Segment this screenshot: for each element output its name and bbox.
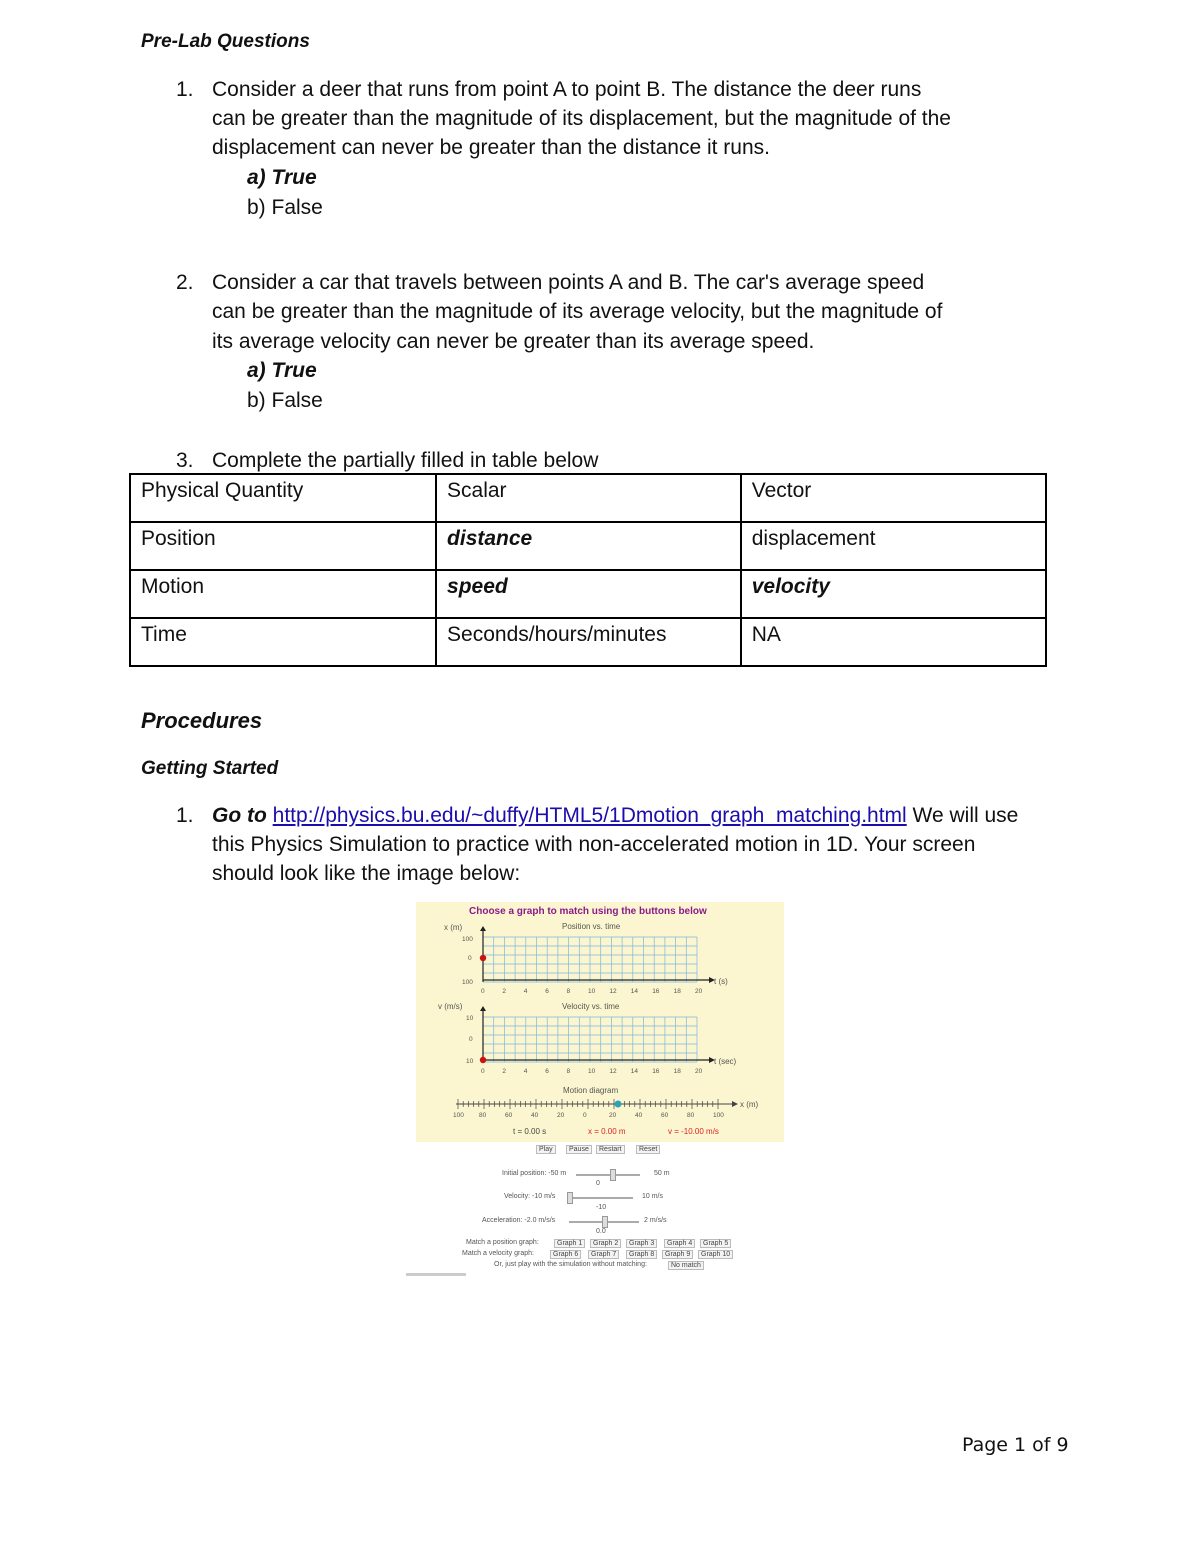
x-tick-label: 20 <box>695 1068 703 1075</box>
step-1-number: 1. <box>176 804 194 827</box>
table-row <box>130 570 1046 618</box>
motion-tick-label: 0 <box>583 1112 587 1119</box>
graph-3-button[interactable]: Graph 3 <box>626 1239 657 1248</box>
table-cell: Position <box>130 522 436 570</box>
slider-velocity-label: Velocity: -10 m/s <box>504 1193 556 1200</box>
x-tick-label: 8 <box>566 1068 571 1075</box>
table-row <box>130 618 1046 666</box>
reset-button[interactable]: Reset <box>636 1145 660 1154</box>
graph-9-button[interactable]: Graph 9 <box>662 1250 693 1259</box>
table-row <box>130 522 1046 570</box>
table-cell: NA <box>741 618 1046 666</box>
slider-acceleration-thumb[interactable] <box>602 1216 608 1228</box>
question-2-option-a: a) True <box>247 359 317 382</box>
slider-velocity-value: -10 <box>596 1204 607 1211</box>
step-1-line-3: should look like the image below: <box>212 862 521 885</box>
graph-5-button[interactable]: Graph 5 <box>700 1239 731 1248</box>
x-tick-label: 0 <box>481 988 485 995</box>
slider-position-thumb[interactable] <box>610 1169 616 1181</box>
no-match-button[interactable]: No match <box>668 1261 704 1270</box>
vel-ytick-bottom: 10 <box>466 1058 474 1065</box>
pos-ylabel: x (m) <box>444 923 463 932</box>
table-cell: displacement <box>741 522 1046 570</box>
vel-ylabel: v (m/s) <box>438 1002 463 1011</box>
question-3-number: 3. <box>176 449 194 472</box>
question-2-number: 2. <box>176 271 194 294</box>
x-tick-label: 6 <box>545 988 549 995</box>
x-tick-label: 10 <box>588 1068 596 1075</box>
y-axis-arrow <box>480 1006 486 1011</box>
motion-tick-label: 20 <box>609 1112 617 1119</box>
question-3-line-1: Complete the partially filled in table below <box>212 449 599 472</box>
page-number: Page 1 of 9 <box>962 1434 1069 1456</box>
procedures-heading: Procedures <box>141 708 263 733</box>
readout-velocity: v = -10.00 m/s <box>668 1127 719 1136</box>
question-1-line-3: displacement can never be greater than the distance it runs. <box>212 136 770 159</box>
vel-ytick-top: 10 <box>466 1015 474 1022</box>
readout-time: t = 0.00 s <box>513 1127 547 1136</box>
graph-8-button[interactable]: Graph 8 <box>626 1250 657 1259</box>
x-tick-label: 20 <box>695 988 703 995</box>
velocity-marker <box>480 1057 486 1063</box>
pos-ytick-bottom: 100 <box>462 979 473 986</box>
slider-acceleration-value: 0.0 <box>596 1228 606 1235</box>
motion-title: Motion diagram <box>563 1086 619 1095</box>
sim-title: Choose a graph to match using the buttons below <box>469 906 707 917</box>
x-tick-label: 2 <box>502 1068 507 1075</box>
x-tick-label: 2 <box>502 988 507 995</box>
graph-10-button[interactable]: Graph 10 <box>698 1250 733 1259</box>
x-tick-label: 6 <box>545 1068 549 1075</box>
x-tick-label: 16 <box>652 988 660 995</box>
question-1-number: 1. <box>176 78 194 101</box>
play-button[interactable]: Play <box>536 1145 556 1154</box>
velocity-grid <box>480 1006 715 1063</box>
pos-ytick-top: 100 <box>462 936 473 943</box>
vel-ytick-mid: 0 <box>469 1036 473 1043</box>
x-tick-label: 14 <box>630 1068 639 1075</box>
table-cell: Seconds/hours/minutes <box>436 618 741 666</box>
slider-acceleration-max: 2 m/s/s <box>644 1217 667 1224</box>
position-graphs-label: Match a position graph: <box>466 1239 539 1246</box>
pause-button[interactable]: Pause <box>566 1145 592 1154</box>
x-tick-label: 0 <box>481 1068 485 1075</box>
slider-acceleration-label: Acceleration: -2.0 m/s/s <box>482 1217 556 1224</box>
simulation-link[interactable]: http://physics.bu.edu/~duffy/HTML5/1Dmotion_graph_matching.html <box>272 804 907 827</box>
pos-ytick-mid: 0 <box>468 955 472 962</box>
x-tick-label: 4 <box>523 988 528 995</box>
vel-xlabel: t (sec) <box>714 1057 737 1066</box>
table-header-cell: Vector <box>741 474 1046 522</box>
x-tick-label: 8 <box>566 988 571 995</box>
velocity-x-ticks <box>481 1068 703 1075</box>
question-2-line-1: Consider a car that travels between points A and B. The car's average speed <box>212 271 925 294</box>
motion-tick-label: 20 <box>557 1112 565 1119</box>
x-tick-label: 16 <box>652 1068 660 1075</box>
table-cell-answer: speed <box>436 570 741 618</box>
position-grid <box>480 926 715 983</box>
restart-button[interactable]: Restart <box>596 1145 625 1154</box>
slider-position-value: 0 <box>596 1180 600 1187</box>
graph-6-button[interactable]: Graph 6 <box>550 1250 581 1259</box>
table-cell-answer: distance <box>436 522 741 570</box>
readout-position: x = 0.00 m <box>588 1127 626 1136</box>
motion-tick-label: 40 <box>531 1112 539 1119</box>
question-1-line-1: Consider a deer that runs from point A to point B. The distance the deer runs <box>212 78 922 101</box>
x-tick-label: 4 <box>523 1068 528 1075</box>
slider-position-max: 50 m <box>654 1170 670 1177</box>
slider-velocity-max: 10 m/s <box>642 1193 664 1200</box>
motion-tick-label: 40 <box>635 1112 643 1119</box>
motion-tick-label: 100 <box>713 1112 724 1119</box>
x-tick-label: 18 <box>673 1068 681 1075</box>
step-1-after-link: We will use <box>906 804 1019 827</box>
x-tick-label: 18 <box>673 988 681 995</box>
no-match-label: Or, just play with the simulation without matching: <box>494 1261 647 1268</box>
motion-diagram-ticks <box>453 1099 724 1119</box>
question-2-line-2: can be greater than the magnitude of its average velocity, but the magnitude of <box>212 300 943 323</box>
simulation-controls <box>416 1142 784 1282</box>
motion-tick-label: 60 <box>505 1112 513 1119</box>
graph-1-button[interactable]: Graph 1 <box>554 1239 585 1248</box>
motion-tick-label: 80 <box>687 1112 695 1119</box>
slider-velocity-thumb[interactable] <box>567 1192 573 1204</box>
step-1-line-2: this Physics Simulation to practice with non-accelerated motion in 1D. Your screen <box>212 833 976 856</box>
slider-position-track[interactable] <box>576 1174 640 1176</box>
question-1-line-2: can be greater than the magnitude of its displacement, but the magnitude of the <box>212 107 951 130</box>
question-2-line-3: its average velocity can never be greater than its average speed. <box>212 330 815 353</box>
graph-7-button[interactable]: Graph 7 <box>588 1250 619 1259</box>
motion-tick-label: 80 <box>479 1112 487 1119</box>
question-2-option-b: b) False <box>247 389 323 412</box>
y-axis-arrow <box>480 926 486 931</box>
x-tick-label: 12 <box>609 1068 617 1075</box>
slider-position-label: Initial position: -50 m <box>502 1170 567 1177</box>
step-1-line-1 <box>212 804 1018 828</box>
x-tick-label: 10 <box>588 988 596 995</box>
question-1-option-a: a) True <box>247 166 317 189</box>
getting-started-heading: Getting Started <box>141 758 279 779</box>
position-marker <box>480 955 486 961</box>
sim-caption-mark <box>406 1273 466 1276</box>
pos-xlabel: t (s) <box>714 977 728 986</box>
vel-title: Velocity vs. time <box>562 1002 620 1011</box>
motion-tick-label: 100 <box>453 1112 464 1119</box>
x-tick-label: 12 <box>609 988 617 995</box>
table-cell: Time <box>130 618 436 666</box>
graph-2-button[interactable]: Graph 2 <box>590 1239 621 1248</box>
motion-tick-label: 60 <box>661 1112 669 1119</box>
slider-velocity-track[interactable] <box>569 1197 633 1199</box>
table-header-cell: Scalar <box>436 474 741 522</box>
graph-4-button[interactable]: Graph 4 <box>664 1239 695 1248</box>
question-1-option-b: b) False <box>247 196 323 219</box>
x-tick-label: 14 <box>630 988 639 995</box>
simulation-screenshot <box>416 902 784 1142</box>
table-header-row <box>130 474 1046 522</box>
table-cell-answer: velocity <box>741 570 1046 618</box>
pos-title: Position vs. time <box>562 922 621 931</box>
step-1-go-to: Go to <box>212 804 267 827</box>
quantity-table <box>129 473 1047 667</box>
prelab-heading: Pre-Lab Questions <box>141 31 310 52</box>
table-header-cell: Physical Quantity <box>130 474 436 522</box>
simulation-graphs <box>416 902 784 1142</box>
velocity-graphs-label: Match a velocity graph: <box>462 1250 534 1257</box>
position-x-ticks <box>481 988 703 995</box>
motion-dot <box>615 1101 622 1108</box>
motion-axis-label: x (m) <box>740 1100 759 1109</box>
table-cell: Motion <box>130 570 436 618</box>
